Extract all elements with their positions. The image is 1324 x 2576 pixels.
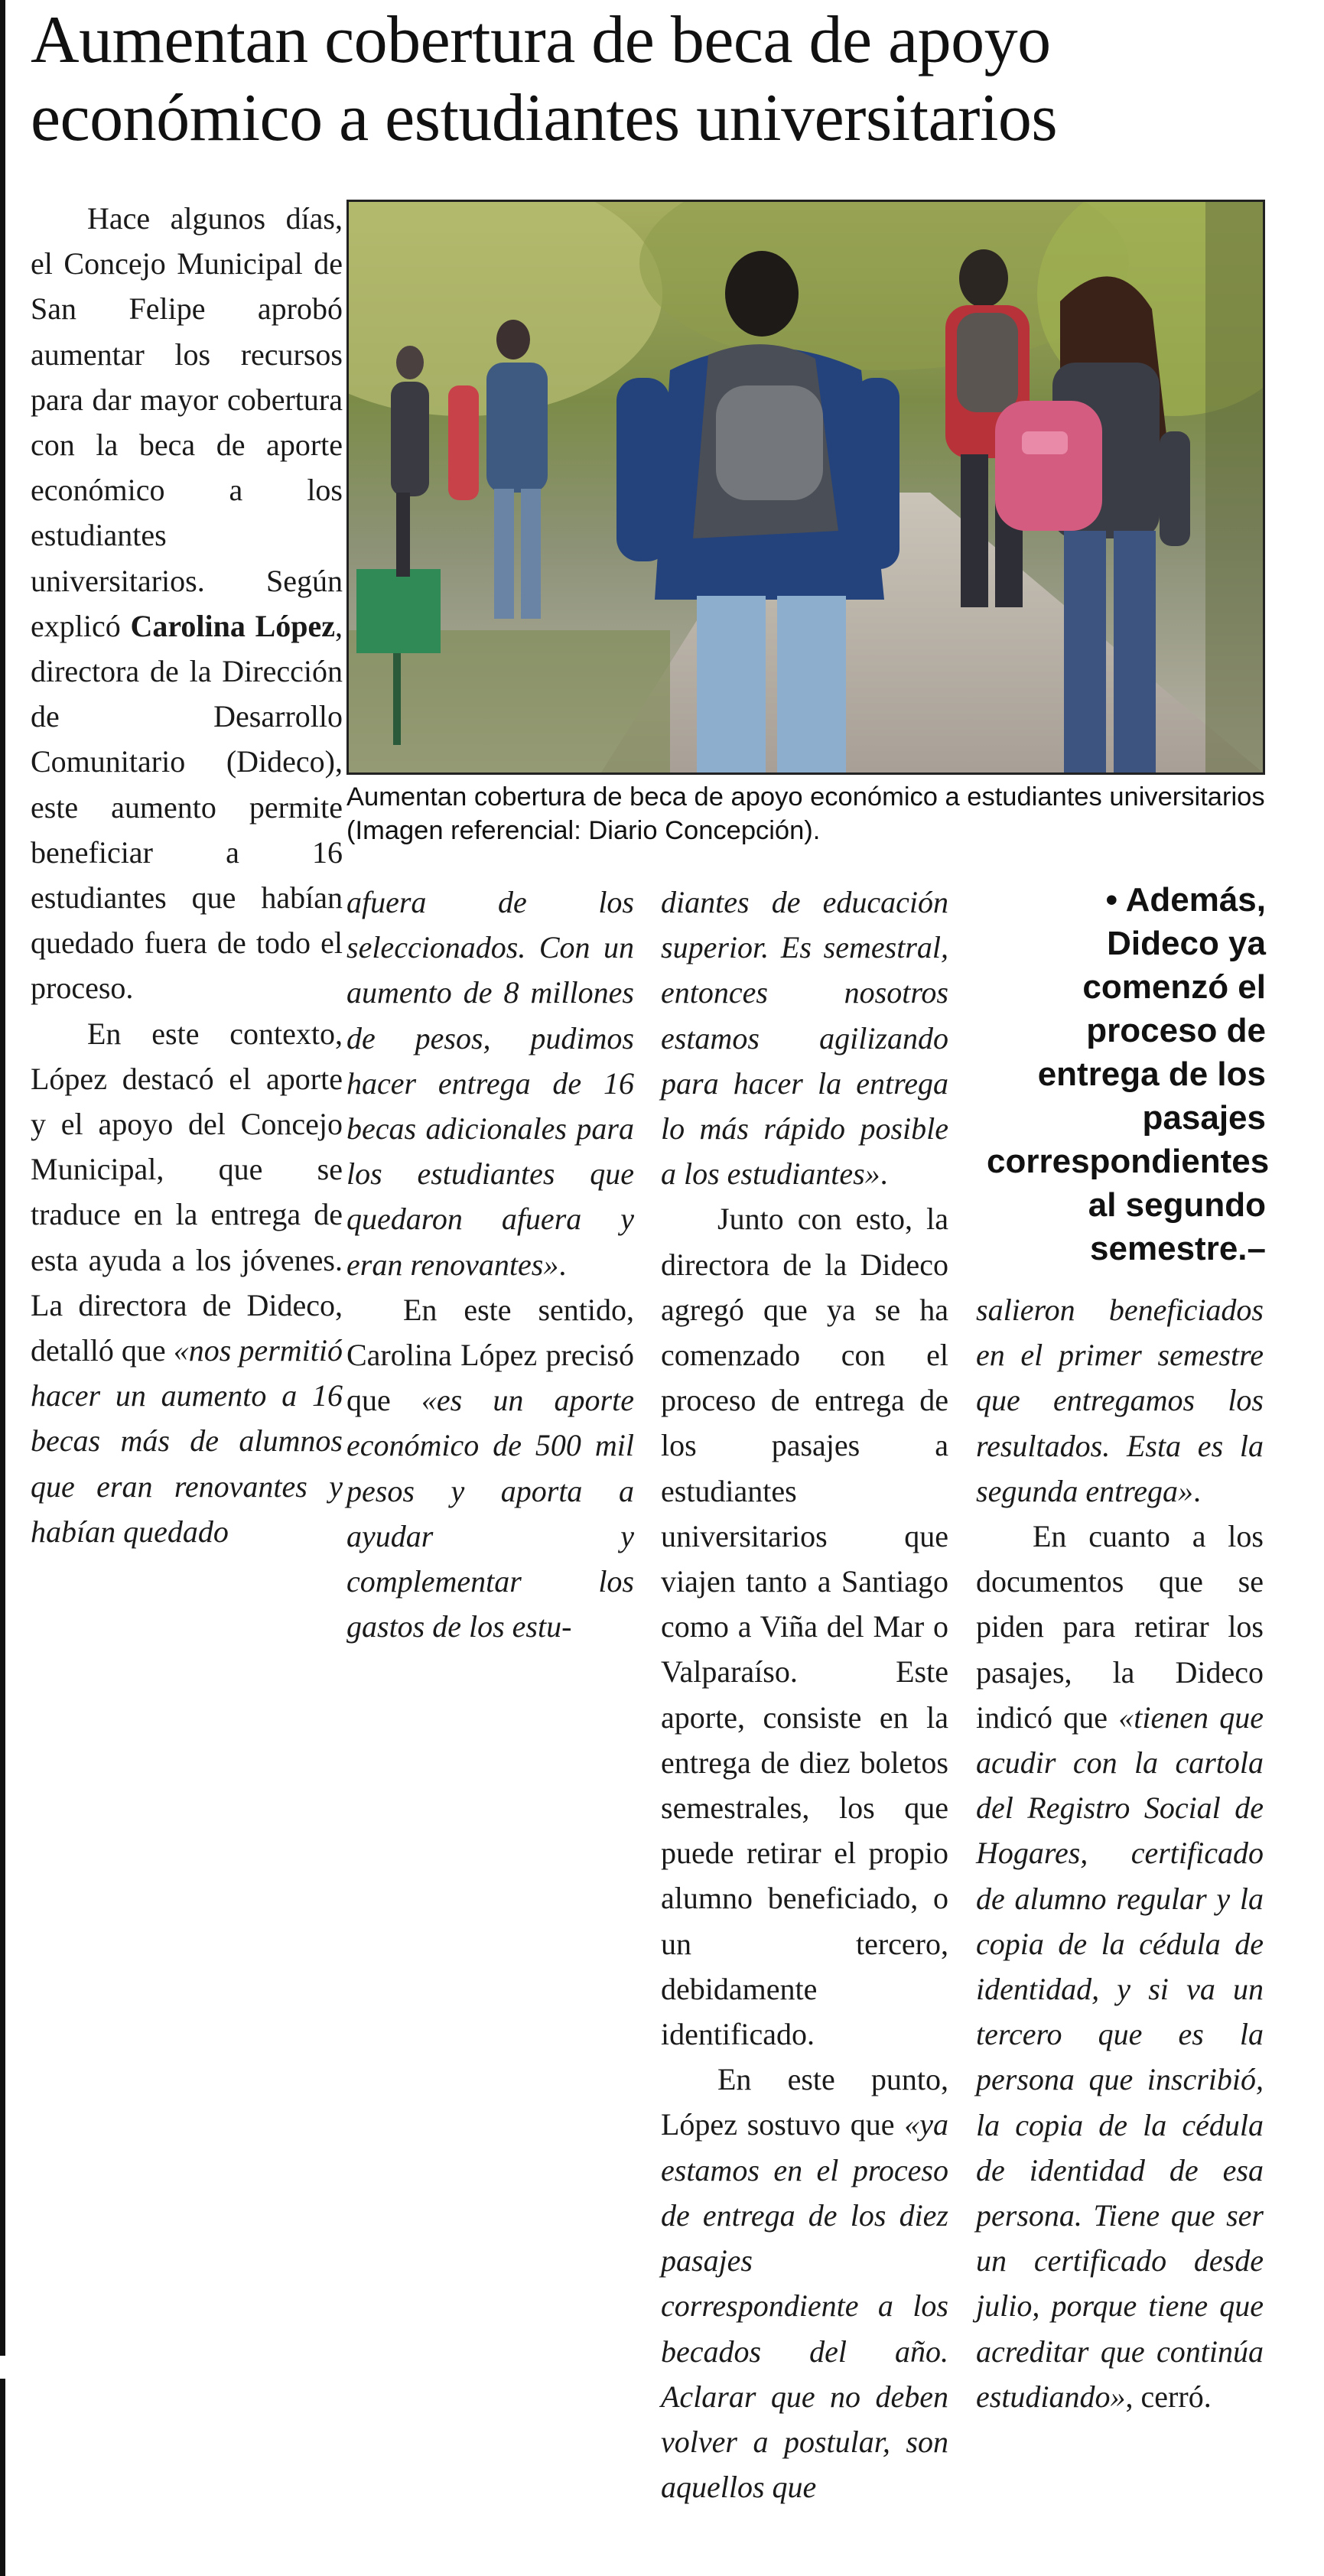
article-column-3	[661, 880, 948, 2509]
quote: diantes de educación superior. Es semestral, entonces nosotros estamos agilizando para hacer la entrega lo más rápido posible a los estudiantes»	[661, 885, 948, 1192]
paragraph: afuera de los seleccionados. Con un aumento de 8 millones de pesos, pudimos hacer entrega de 16 becas adicionales para los estudiantes que quedaron afuera y eran renovantes».	[346, 885, 634, 1282]
paragraph: diantes de educación superior. Es semestral, entonces nosotros estamos agilizando para hacer la entrega lo más rápido posible a los estudiantes».	[661, 885, 948, 1192]
paragraph: En este sentido, Carolina López precisó que «es un aporte económico de 500 mil pesos y aporta a ayudar y complementar los gastos de los estu-	[346, 1292, 634, 1644]
paragraph: En cuanto a los documentos que se piden para retirar los pasajes, la Dideco indicó que «tienen que acudir con la cartola del Registro Social de Hogares, certificado de alumno regular y la copia de la cédula de identidad, y si va un tercero que es la persona que inscribió, la copia de la cédula de identidad de esa persona. Tiene que ser un certificado desde julio, porque tiene que acreditar que continúa estudiando», cerró.	[976, 1519, 1264, 2414]
article-photo	[346, 200, 1265, 775]
quote: «es un aporte económico de 500 mil pesos y aporta a ayudar y complementar los gastos de los estu-	[346, 1383, 634, 1644]
quote: «ya estamos en el proceso de entrega de los diez pasajes correspondiente a los becados del año. Aclarar que no deben volver a postular, son aquellos que	[661, 2107, 948, 2505]
paragraph: En este punto, López sostuvo que «ya estamos en el proceso de entrega de los diez pasajes correspondiente a los becados del año. Aclarar que no deben volver a postular, son aquellos que	[661, 2062, 948, 2505]
pull-quote: • Además, Dideco ya comenzó el proceso de entrega de los pasajes correspondientes al segundo semestre.–	[987, 881, 1270, 1267]
students-walking-illustration	[349, 202, 1263, 772]
paragraph: Hace algunos días, el Concejo Municipal de San Felipe aprobó aumentar los recursos para dar mayor cobertura con la beca de aporte económico a los estudiantes universitarios. Según explicó Carolina López, directora de la Dirección de Desarrollo Comunitario (Dideco), este aumento permite beneficiar a 16 estudiantes que habían quedado fuera de todo el proceso.	[31, 201, 343, 1006]
article-column-4	[976, 1287, 1264, 2419]
left-column-rule	[0, 0, 5, 2356]
paragraph: Junto con esto, la directora de la Dideco agregó que ya se ha comenzado con el proceso de entrega de los pasajes a estudiantes universitarios que viajen tanto a Santiago como a Viña del Mar o Valparaíso. Este aporte, consiste en la entrega de diez boletos semestrales, los que puede retirar el propio alumno beneficiado, o un tercero, debidamente identificado.	[661, 1202, 948, 2052]
person-name: Carolina López	[130, 608, 335, 643]
left-column-rule-lower	[0, 2379, 5, 2576]
paragraph: En este contexto, López destacó el aporte y el apoyo del Concejo Municipal, que se traduce en la entrega de esta ayuda a los jóvenes. La directora de Dideco, detalló que «nos permitió hacer un aumento a 16 becas más de alumnos que eran renovantes y habían quedado	[31, 1016, 343, 1549]
quote: «nos permitió hacer un aumento a 16 becas más de alumnos que eran renovantes y habían quedado	[31, 1333, 343, 1549]
article-column-2	[346, 880, 634, 1649]
paragraph: salieron beneficiados en el primer semestre que entregamos los resultados. Esta es la segunda entrega».	[976, 1293, 1264, 1508]
article-headline: Aumentan cobertura de beca de apoyo económico a estudiantes universitarios	[31, 3, 1058, 155]
quote: afuera de los seleccionados. Con un aumento de 8 millones de pesos, pudimos hacer entrega de 16 becas adicionales para los estudiantes que quedaron afuera y eran renovantes»	[346, 885, 634, 1282]
quote: salieron beneficiados en el primer semestre que entregamos los resultados. Esta es la segunda entrega»	[976, 1293, 1264, 1508]
quote: «tienen que acudir con la cartola del Registro Social de Hogares, certificado de alumno regular y la copia de la cédula de identidad, y si va un tercero que es la persona que inscribió, la copia de la cédula de identidad de esa persona. Tiene que ser un certificado desde julio, porque tiene que acreditar que continúa estudiando»	[976, 1699, 1264, 2414]
photo-caption: Aumentan cobertura de beca de apoyo económico a estudiantes universitarios (Imagen referencial: Diario Concepción).	[346, 782, 1265, 845]
article-column-1	[31, 196, 343, 1554]
